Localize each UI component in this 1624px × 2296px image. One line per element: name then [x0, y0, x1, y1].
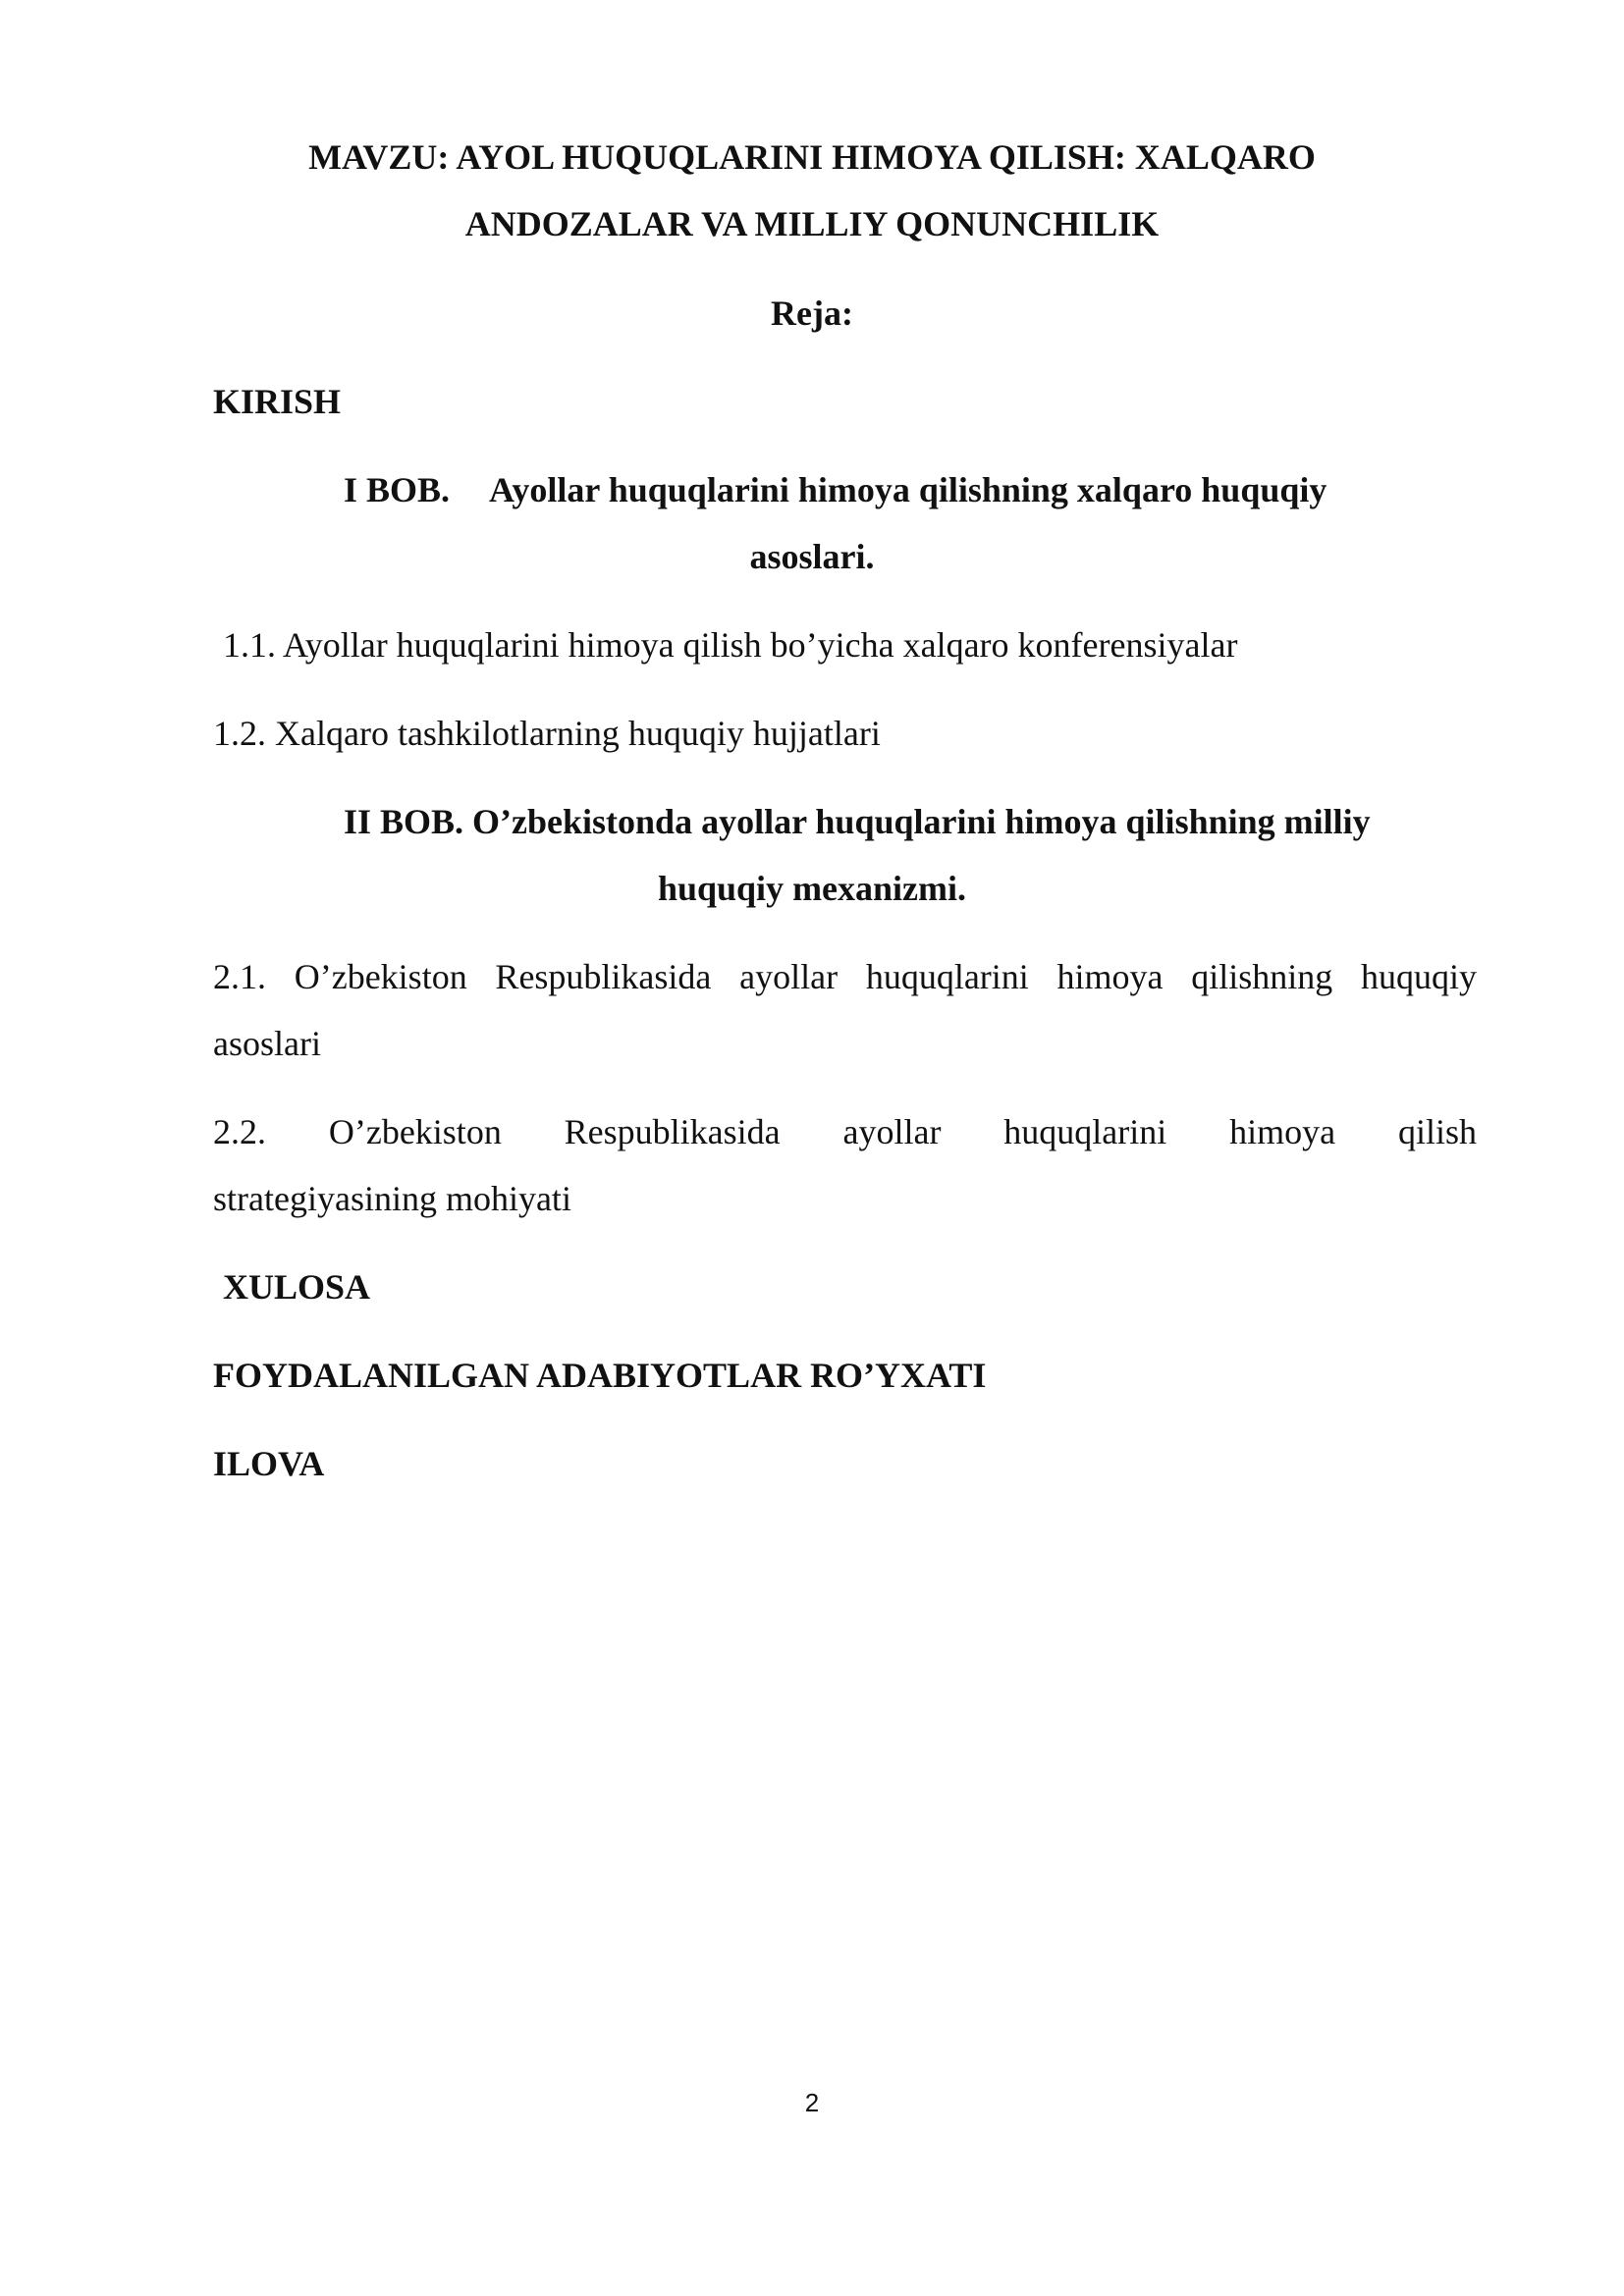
chapter-1-heading	[344, 468, 1326, 511]
chapter-2-heading: II BOB. O’zbekistonda ayollar huquqlarini himoya qilishning milliy	[344, 802, 1371, 841]
section-2-2-line-2: strategiyasining mohiyati	[213, 1179, 571, 1218]
section-2-1-line-2: asoslari	[213, 1024, 321, 1063]
plan-heading: Reja:	[771, 294, 853, 333]
conclusion-heading: XULOSA	[223, 1267, 371, 1307]
chapter-1-title-line-2: asoslari.	[749, 537, 875, 576]
section-1-1: 1.1. Ayollar huquqlarini himoya qilish bo’yicha xalqaro konferensiyalar	[223, 625, 1238, 665]
chapter-2-title-line-2: huquqiy mexanizmi.	[657, 869, 967, 908]
appendix-heading: ILOVA	[213, 1444, 325, 1483]
title-line-2: ANDOZALAR VA MILLIY QONUNCHILIK	[464, 204, 1160, 243]
chapter-1-number: I BOB.	[344, 470, 451, 509]
title-line-1: MAVZU: AYOL HUQUQLARINI HIMOYA QILISH: XALQARO	[308, 137, 1316, 177]
section-2-2-line-1: 2.2. O’zbekiston Respublikasida ayollar huquqlarini himoya qilish	[213, 1112, 1477, 1151]
section-1-2: 1.2. Xalqaro tashkilotlarning huquqiy hujjatlari	[213, 714, 881, 753]
references-heading: FOYDALANILGAN ADABIYOTLAR RO’YXATI	[213, 1356, 987, 1395]
intro-heading: KIRISH	[213, 382, 342, 421]
page-number: 2	[804, 2088, 820, 2117]
section-2-1-line-1: 2.1. O’zbekiston Respublikasida ayollar huquqlarini himoya qilishning huquqiy	[213, 957, 1477, 996]
chapter-1-title: Ayollar huquqlarini himoya qilishning xalqaro huquqiy	[489, 470, 1327, 509]
